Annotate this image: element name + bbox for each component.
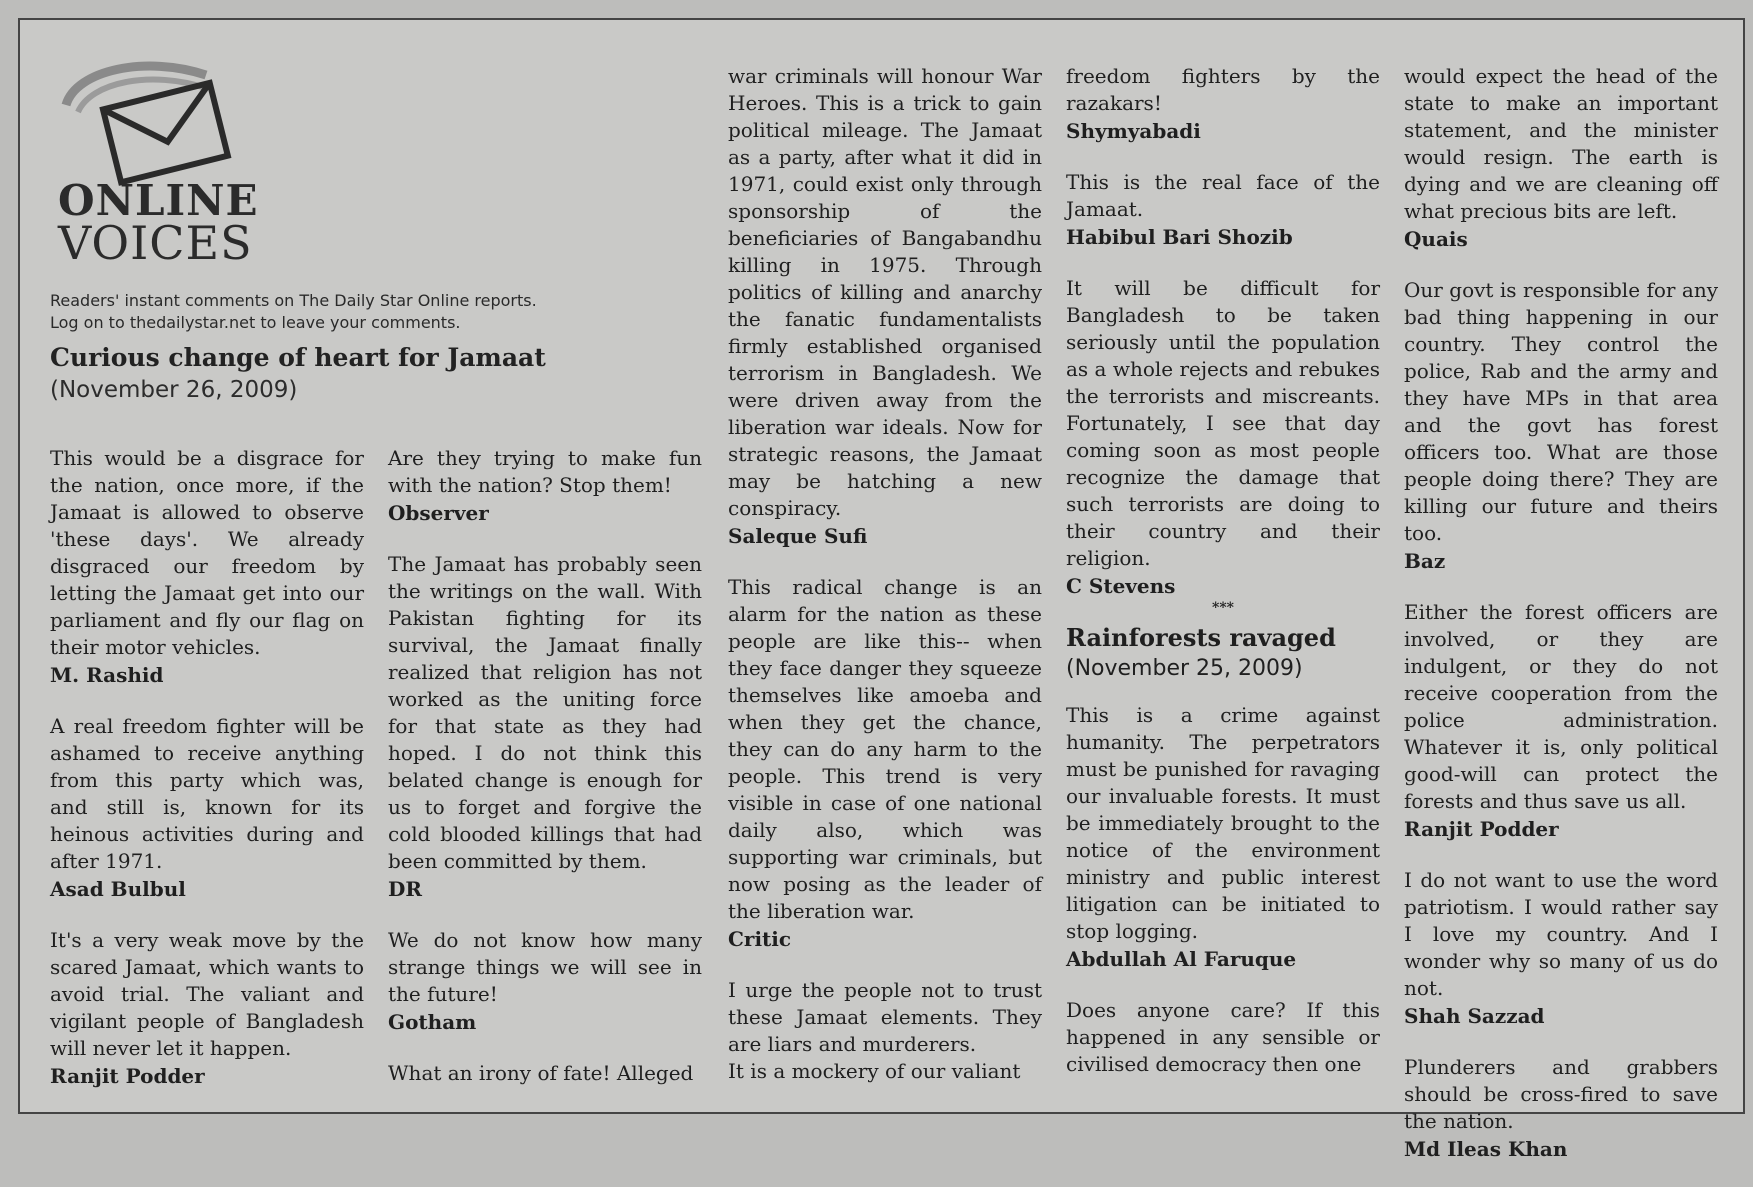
intro-line: Readers' instant comments on The Daily Star Online reports.: [50, 291, 537, 310]
comment-author: Shah Sazzad: [1404, 1004, 1545, 1028]
comment: [1404, 599, 1718, 843]
comment-author: Critic: [728, 927, 792, 951]
column-2: [388, 445, 702, 1111]
intro-line: Log on to thedailystar.net to leave your comments.: [50, 313, 461, 332]
comment-author: C Stevens: [1066, 574, 1176, 598]
comment-author: Observer: [388, 501, 489, 525]
comment-text: war criminals will honour War Heroes. This is a trick to gain political mileage. The Jamaat as a party, after what it did in 1971, could exist only through sponsorship of the beneficiaries of Bangabandhu killing in 1975. Through politics of killing and anarchy the fanatic fundamentalists firmly established organised terrorism in Bangladesh. We were driven away from the liberation war ideals. Now for strategic reasons, the Jamaat may be hatching a new conspiracy.: [728, 64, 1042, 520]
comment: [388, 1060, 702, 1087]
masthead-title-line2: VOICES: [58, 216, 253, 270]
comment-author: DR: [388, 877, 422, 901]
masthead: [48, 50, 648, 270]
comment-author: Md Ileas Khan: [1404, 1137, 1568, 1161]
comment: [1066, 997, 1380, 1078]
comment: [1404, 867, 1718, 1030]
comment-text: would expect the head of the state to make an important statement, and the minister would resign. The earth is dying and we are cleaning off what precious bits are left.: [1404, 64, 1718, 223]
article1-heading: [50, 342, 670, 406]
comment: [728, 977, 1042, 1058]
comment-text: freedom fighters by the razakars!: [1066, 64, 1380, 115]
comment-text: This would be a disgrace for the nation, once more, if the Jamaat is allowed to observe 'these days'. We already disgraced our freedom by letting the Jamaat get into our parliament and fly our flag on their motor vehicles.: [50, 446, 364, 659]
masthead-title: [58, 176, 259, 270]
comment: [1404, 63, 1718, 253]
column-1: [50, 445, 364, 1114]
comment: [1066, 702, 1380, 973]
comment-text: Plunderers and grabbers should be cross-fired to save the nation.: [1404, 1055, 1718, 1133]
comment-text: This is a crime against humanity. The perpetrators must be punished for ravaging our invaluable forests. It must be immediately brought to the notice of the environment ministry and public interest litigation can be initiated to stop logging.: [1066, 703, 1380, 943]
comment-author: M. Rashid: [50, 663, 164, 687]
comment-author: Shymyabadi: [1066, 119, 1201, 143]
comment: [50, 713, 364, 903]
comment: [1066, 275, 1380, 600]
comment: [388, 927, 702, 1036]
newspaper-page: [18, 18, 1745, 1161]
comment-text: We do not know how many strange things we will see in the future!: [388, 928, 702, 1006]
column-4: [1066, 63, 1380, 1102]
comment: [388, 551, 702, 903]
comment-author: Saleque Sufi: [728, 524, 868, 548]
comment-author: Ranjit Podder: [1404, 817, 1559, 841]
column-5: [1404, 63, 1718, 1187]
column-3: [728, 63, 1042, 1109]
comment-text: This radical change is an alarm for the nation as these people are like this-- when they face danger they squeeze themselves like amoeba and when they get the chance, they can do any harm to the people. This trend is very visible in case of one national daily also, which was supporting war criminals, but now posing as the leader of the liberation war.: [728, 575, 1042, 923]
comment: [1066, 63, 1380, 145]
masthead-title-line1: ONLINE: [58, 176, 259, 225]
comment-text: I urge the people not to trust these Jamaat elements. They are liars and murderers.: [728, 978, 1042, 1056]
comment-text: It's a very weak move by the scared Jamaat, which wants to avoid trial. The valiant and vigilant people of Bangladesh will never let it happen.: [50, 928, 364, 1060]
comment: [1404, 277, 1718, 575]
comment: [728, 1058, 1042, 1085]
article1-date: (November 26, 2009): [50, 377, 298, 403]
comment-author: Asad Bulbul: [50, 877, 186, 901]
comment-author: Gotham: [388, 1010, 477, 1034]
comment: [1404, 1054, 1718, 1163]
comment-text: Does anyone care? If this happened in any sensible or civilised democracy then one: [1066, 998, 1380, 1076]
comment-text: Are they trying to make fun with the nation? Stop them!: [388, 446, 702, 497]
comment-text: It is a mockery of our valiant: [728, 1059, 1021, 1083]
comment-text: A real freedom fighter will be ashamed to receive anything from this party which was, and still is, known for its heinous activities during and after 1971.: [50, 714, 364, 873]
comment-author: Abdullah Al Faruque: [1066, 947, 1297, 971]
intro-text: [50, 290, 670, 334]
comment: [728, 63, 1042, 550]
comment-author: Habibul Bari Shozib: [1066, 225, 1293, 249]
section-separator: ***: [1212, 600, 1234, 616]
comment-text: The Jamaat has probably seen the writings on the wall. With Pakistan fighting for its survival, the Jamaat finally realized that religion has not worked as the uniting force for that state as they had hoped. I do not think this belated change is enough for us to forget and forgive the cold blooded killings that had been committed by them.: [388, 552, 702, 873]
comment: [388, 445, 702, 527]
comment: [1066, 169, 1380, 251]
article2-date: (November 25, 2009): [1066, 656, 1303, 681]
comment-text: Our govt is responsible for any bad thing happening in our country. They control the police, Rab and the army and they have MPs in that area and the govt has forest officers too. What are those people doing there? They are killing our future and theirs too.: [1404, 278, 1718, 545]
comment-text: It will be difficult for Bangladesh to be taken seriously until the population as a whole rejects and rebukes the terrorists and miscreants. Fortunately, I see that day coming soon as most people recognize the damage that such terrorists are doing to their country and their religion.: [1066, 276, 1381, 570]
comment-text: I do not want to use the word patriotism. I would rather say I love my country. And I wonder why so many of us do not.: [1404, 868, 1718, 1000]
comment-author: Baz: [1404, 549, 1446, 573]
article2-heading: [1066, 622, 1380, 684]
comment: [50, 927, 364, 1090]
comment-text: What an irony of fate! Alleged: [388, 1061, 694, 1085]
comment: [50, 445, 364, 689]
article1-headline: Curious change of heart for Jamaat: [50, 343, 546, 372]
article2-headline: Rainforests ravaged: [1066, 623, 1336, 652]
envelope-icon: [56, 50, 246, 190]
comment: [728, 574, 1042, 953]
comment-author: Ranjit Podder: [50, 1064, 205, 1088]
comment-text: Either the forest officers are involved, or they are indulgent, or they do not receive cooperation from the police administration. Whatever it is, only political good-will can protect the forests and thus save us all.: [1404, 600, 1718, 813]
comment-author: Quais: [1404, 227, 1468, 251]
comment-text: This is the real face of the Jamaat.: [1066, 170, 1380, 221]
